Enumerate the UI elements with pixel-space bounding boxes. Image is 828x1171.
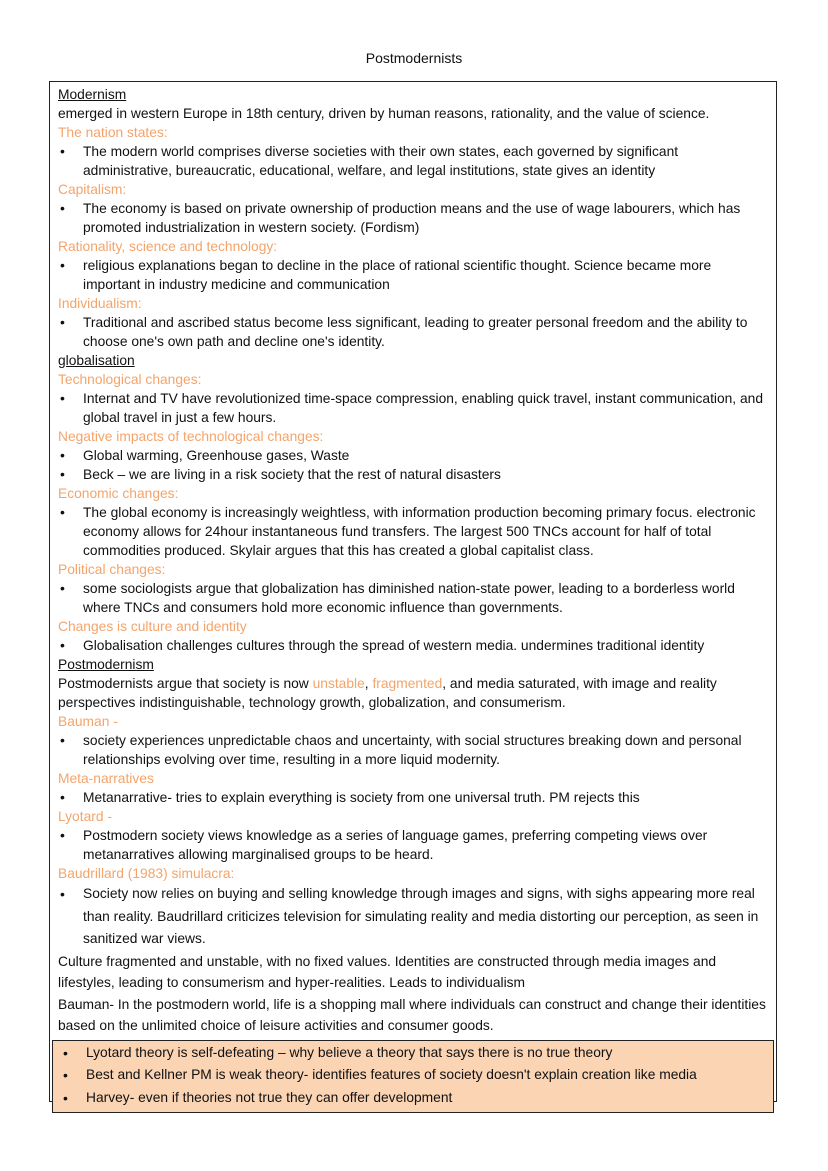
evaluation-bullet: • Best and Kellner PM is weak theory- identifies features of society doesn't explain creation like media: [59, 1064, 773, 1087]
nation-states-heading: The nation states:: [58, 125, 168, 140]
political-changes-heading: Political changes:: [58, 562, 166, 577]
bauman-bullet: • society experiences unpredictable chaos and uncertainty, with social structures breaking down and personal relationships evolving over time, resulting in a more liquid modernity.: [58, 731, 768, 769]
meta-narratives-bullet: • Metanarrative- tries to explain everything is society from one universal truth. PM rejects this: [58, 788, 768, 807]
evaluation-box: [52, 1040, 774, 1114]
culture-identity-bullet: • Globalisation challenges cultures through the spread of western media. undermines traditional identity: [58, 636, 768, 655]
rationality-heading: Rationality, science and technology:: [58, 239, 278, 254]
intro-text-rest: , and media saturated, with image and reality perspectives indistinguishable, technology growth, globalization, and consumerism.: [58, 676, 717, 710]
modernism-heading: Modernism: [58, 87, 127, 102]
economic-changes-heading: Economic changes:: [58, 486, 179, 501]
individualism-bullet: • Traditional and ascribed status become less significant, leading to greater personal freedom and the ability to choose one's own path and decline one's identity.: [58, 313, 768, 351]
tech-changes-bullet: • Internat and TV have revolutionized time-space compression, enabling quick travel, instant communication, and global travel in just a few hours.: [58, 389, 768, 427]
intro-fragmented: fragmented: [372, 676, 443, 691]
baudrillard-bullet: • Society now relies on buying and selling knowledge through images and signs, with sighs appearing more real than reality. Baudrillard criticizes television for simulating reality and media distorting our perception, as seen in sanitized war views.: [58, 883, 768, 951]
intro-text: Postmodernists argue that society is now: [58, 676, 313, 691]
culture-identity-heading: Changes is culture and identity: [58, 619, 247, 634]
negative-impacts-bullet: • Global warming, Greenhouse gases, Waste: [58, 446, 768, 465]
nation-states-bullet: • The modern world comprises diverse societies with their own states, each governed by significant administrative, bureaucratic, educational, welfare, and legal institutions, state gives an identity: [58, 142, 768, 180]
postmodernism-intro: [58, 674, 768, 712]
lyotard-bullet: • Postmodern society views knowledge as a series of language games, preferring competing views over metanarratives allowing marginalised groups to be heard.: [58, 826, 768, 864]
evaluation-bullet: • Lyotard theory is self-defeating – why believe a theory that says there is no true theory: [59, 1042, 773, 1065]
political-changes-bullet: • some sociologists argue that globalization has diminished nation-state power, leading to a borderless world where TNCs and consumers hold more economic influence than governments.: [58, 579, 768, 617]
postmodernism-heading: Postmodernism: [58, 657, 154, 672]
culture-paragraph: Culture fragmented and unstable, with no fixed values. Identities are constructed through media images and lifestyles, leading to consumerism and hyper-realities. Leads to individualism: [58, 953, 717, 990]
bauman-heading: Bauman -: [58, 714, 118, 729]
page-title: Postmodernists: [365, 50, 463, 66]
baudrillard-heading: Baudrillard (1983) simulacra:: [58, 866, 235, 881]
negative-impacts-bullet: • Beck – we are living in a risk society that the rest of natural disasters: [58, 465, 768, 484]
rationality-bullet: • religious explanations began to decline in the place of rational scientific thought. Science became more important in industry medicine and communication: [58, 256, 768, 294]
tech-changes-heading: Technological changes:: [58, 372, 202, 387]
meta-narratives-heading: Meta-narratives: [58, 771, 154, 786]
bauman-paragraph: Bauman- In the postmodern world, life is a shopping mall where individuals can construct and change their identities based on the unlimited choice of leisure activities and consumer goods.: [58, 996, 766, 1033]
intro-separator: ,: [364, 676, 373, 691]
modernism-intro: emerged in western Europe in 18th century, driven by human reasons, rationality, and the value of science.: [58, 106, 710, 121]
globalisation-heading: globalisation: [58, 353, 135, 368]
economic-changes-bullet: • The global economy is increasingly weightless, with information production becoming primary focus. electronic economy allows for 24hour instantaneous fund transfers. The largest 500 TNCs account for half of total commodities produced. Skylair argues that this has created a global capitalist class.: [58, 503, 768, 560]
evaluation-bullet: • Harvey- even if theories not true they can offer development: [59, 1087, 773, 1110]
lyotard-heading: Lyotard -: [58, 809, 112, 824]
negative-impacts-heading: Negative impacts of technological changes:: [58, 429, 324, 444]
intro-unstable: unstable: [312, 676, 365, 691]
capitalism-bullet: • The economy is based on private ownership of production means and the use of wage labourers, which has promoted industrialization in western society. (Fordism): [58, 199, 768, 237]
individualism-heading: Individualism:: [58, 296, 142, 311]
capitalism-heading: Capitalism:: [58, 182, 127, 197]
notes-frame: [49, 81, 777, 1105]
